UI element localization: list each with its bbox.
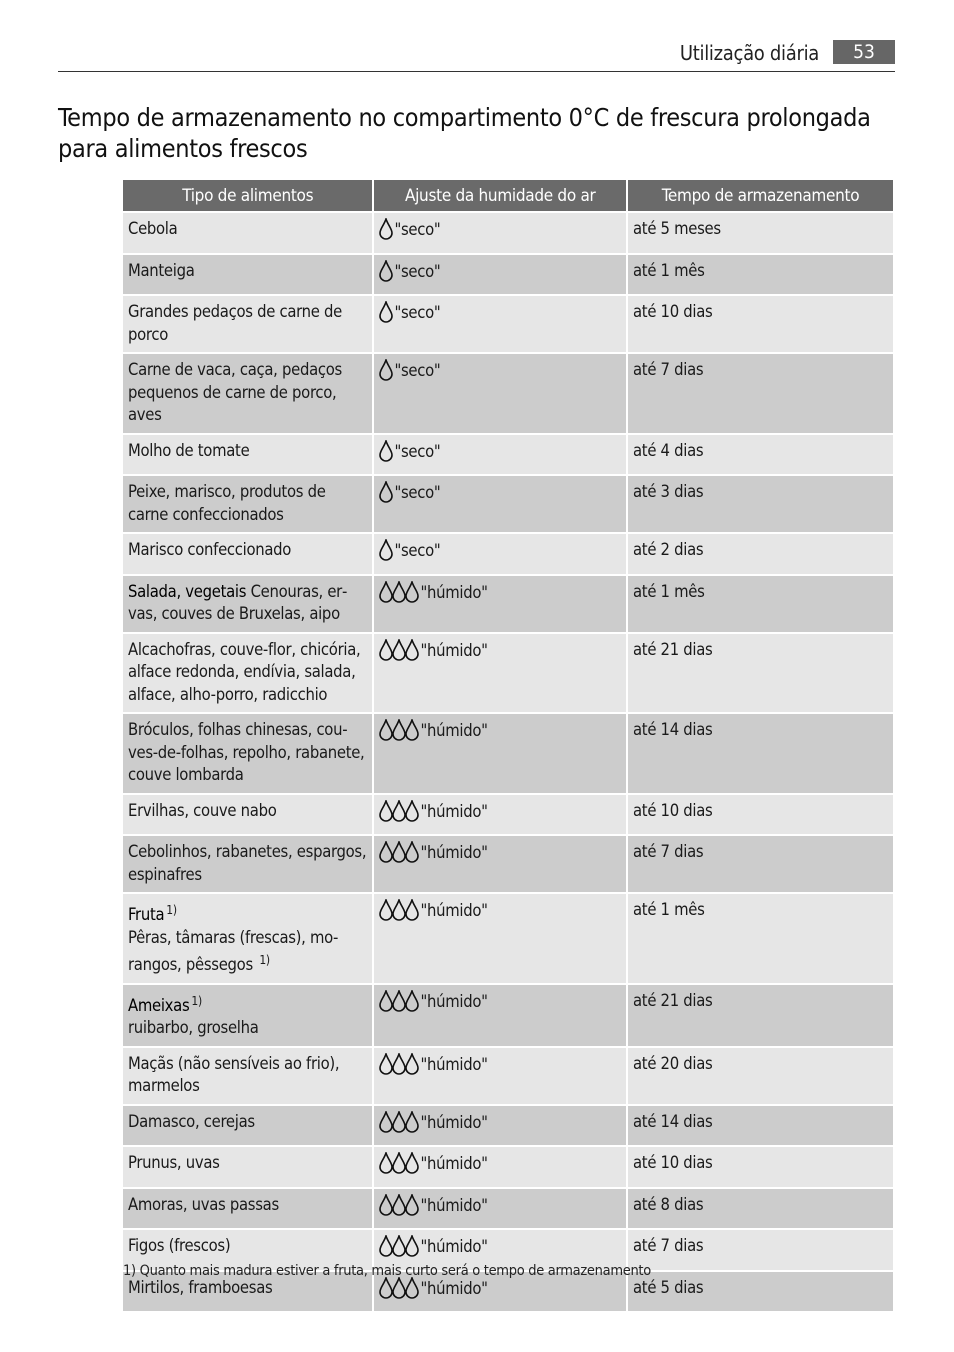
triple-drop-icon: [379, 1235, 418, 1264]
triple-drop-icon: [379, 1053, 418, 1082]
storage-time-cell: até 1 mês: [627, 575, 894, 633]
storage-time-cell: até 21 dias: [627, 984, 894, 1047]
section-title: Utilização diária: [679, 41, 819, 65]
table-row: [122, 835, 894, 893]
humidity-label: "húmido": [420, 640, 488, 660]
humidity-label: "húmido": [420, 1154, 488, 1173]
triple-drop-icon: [379, 899, 418, 928]
food-cell: [122, 1146, 373, 1188]
storage-time-cell: até 10 dias: [627, 295, 894, 353]
humidity-label: "húmido": [420, 901, 488, 920]
food-cell: [122, 295, 373, 353]
food-name: Carne de vaca, caça, pedaços pequenos de carne de porco, aves: [128, 360, 342, 424]
triple-drop-icon: [379, 1152, 418, 1181]
table-row: [122, 353, 894, 434]
humidity-cell: [373, 434, 627, 476]
food-cell: [122, 794, 373, 836]
humidity-label: "seco": [394, 261, 441, 281]
storage-time-cell: até 1 mês: [627, 893, 894, 984]
humidity-label: "húmido": [420, 1278, 488, 1298]
humidity-cell: [373, 533, 627, 575]
food-name: Ervilhas, couve nabo: [128, 800, 277, 820]
food-cell: [122, 633, 373, 714]
food-category: Fruta: [128, 905, 165, 924]
food-name: Cebola: [128, 219, 178, 238]
storage-time-cell: até 5 meses: [627, 212, 894, 254]
food-name: Amoras, uvas passas: [128, 1194, 279, 1214]
humidity-label: "húmido": [420, 1237, 488, 1256]
storage-time-cell: até 7 dias: [627, 1229, 894, 1271]
triple-drop-icon: [379, 1111, 418, 1140]
food-cell: [122, 835, 373, 893]
table-row: [122, 295, 894, 353]
triple-drop-icon: [379, 990, 418, 1019]
food-cell: [122, 353, 373, 434]
triple-drop-icon: [379, 841, 418, 870]
humidity-label: "húmido": [420, 991, 488, 1011]
humidity-label: "húmido": [420, 801, 488, 821]
humidity-label: "seco": [394, 361, 441, 380]
food-name: Figos (frescos): [128, 1236, 231, 1255]
page-title: Tempo de armazenamento no compartimento 0°C de frescura prolongada para alimentos frescos: [58, 103, 871, 163]
food-cell: [122, 212, 373, 254]
triple-drop-icon: [379, 581, 418, 610]
food-name: Alcachofras, couve-flor, chicória, alface redonda, endívia, salada, alface, alho-porro, radicchio: [128, 639, 361, 704]
table-row: [122, 984, 894, 1047]
footnote-ref: 1): [259, 953, 270, 967]
humidity-cell: [373, 254, 627, 296]
humidity-cell: [373, 713, 627, 794]
storage-time-cell: até 21 dias: [627, 633, 894, 714]
footnote: 1) Quanto mais madura estiver a fruta, mais curto será o tempo de armazenamento: [123, 1263, 651, 1279]
storage-time-cell: até 1 mês: [627, 254, 894, 296]
storage-time-cell: até 4 dias: [627, 434, 894, 476]
triple-drop-icon: [379, 800, 418, 829]
humidity-cell: [373, 835, 627, 893]
single-drop-icon: [379, 440, 392, 469]
humidity-label: "húmido": [420, 721, 488, 740]
footnote-ref: 1): [191, 993, 202, 1008]
humidity-label: "húmido": [420, 582, 488, 602]
triple-drop-icon: [379, 719, 418, 748]
humidity-cell: [373, 1047, 627, 1105]
triple-drop-icon: [379, 639, 418, 668]
storage-time-cell: até 20 dias: [627, 1047, 894, 1105]
storage-time-cell: até 2 dias: [627, 533, 894, 575]
food-cell: [122, 475, 373, 533]
table-row: [122, 212, 894, 254]
humidity-cell: [373, 295, 627, 353]
food-name: Manteiga: [128, 260, 195, 280]
food-category: Salada, vegetais: [128, 581, 247, 601]
food-cell: [122, 713, 373, 794]
column-header-food: Tipo de alimentos: [122, 179, 373, 212]
storage-time-cell: até 10 dias: [627, 1146, 894, 1188]
single-drop-icon: [379, 260, 392, 289]
table-row: [122, 533, 894, 575]
single-drop-icon: [379, 301, 392, 330]
table-row: [122, 475, 894, 533]
table-row: [122, 633, 894, 714]
single-drop-icon: [379, 539, 392, 568]
humidity-label: "seco": [394, 303, 441, 322]
storage-time-cell: até 5 dias: [627, 1271, 894, 1313]
humidity-label: "húmido": [420, 1195, 488, 1215]
humidity-label: "seco": [394, 441, 441, 461]
humidity-label: "húmido": [420, 1054, 488, 1074]
food-name: Bróculos, folhas chinesas, couves-de-folhas, repolho, rabanete, couve lombarda: [128, 720, 365, 784]
humidity-label: "seco": [394, 541, 441, 560]
humidity-cell: [373, 1105, 627, 1147]
food-cell: [122, 575, 373, 633]
table-header-row: [122, 179, 894, 212]
food-cell: [122, 893, 373, 984]
humidity-cell: [373, 633, 627, 714]
food-name: Cebolinhos, rabanetes, espargos, espinafres: [128, 842, 367, 884]
food-name: Marisco confeccionado: [128, 540, 292, 559]
column-header-humidity: Ajuste da humidade do ar: [373, 179, 627, 212]
humidity-cell: [373, 575, 627, 633]
table-row: [122, 1105, 894, 1147]
humidity-label: "húmido": [420, 1112, 488, 1132]
table-row: [122, 794, 894, 836]
humidity-cell: [373, 794, 627, 836]
food-name: ruibarbo, groselha: [128, 1018, 259, 1037]
footnote-ref: 1): [166, 903, 177, 917]
table-row: [122, 1188, 894, 1230]
humidity-cell: [373, 1188, 627, 1230]
food-cell: [122, 1188, 373, 1230]
food-cell: [122, 533, 373, 575]
food-name: Damasco, cerejas: [128, 1111, 255, 1131]
table-row: [122, 1047, 894, 1105]
page-header: [58, 38, 895, 72]
humidity-cell: [373, 893, 627, 984]
humidity-cell: [373, 353, 627, 434]
humidity-cell: [373, 1146, 627, 1188]
humidity-label: "húmido": [420, 843, 488, 862]
food-name: Cenouras, ervas, couves de Bruxelas, aipo: [128, 581, 348, 623]
page-number: 53: [833, 40, 895, 64]
food-name: Grandes pedaços de carne de porco: [128, 302, 342, 344]
storage-time-cell: até 7 dias: [627, 835, 894, 893]
storage-table: [121, 178, 895, 1313]
food-name: Mirtilos, framboesas: [128, 1277, 273, 1297]
storage-time-cell: até 14 dias: [627, 713, 894, 794]
table-row: [122, 254, 894, 296]
food-category: Ameixas: [128, 995, 190, 1015]
single-drop-icon: [379, 359, 392, 388]
triple-drop-icon: [379, 1194, 418, 1223]
humidity-cell: [373, 984, 627, 1047]
food-cell: [122, 1105, 373, 1147]
table-row: [122, 713, 894, 794]
humidity-cell: [373, 212, 627, 254]
single-drop-icon: [379, 481, 392, 510]
humidity-label: "seco": [394, 220, 441, 239]
table-body: [122, 212, 894, 1312]
storage-time-cell: até 14 dias: [627, 1105, 894, 1147]
table-row: [122, 1146, 894, 1188]
single-drop-icon: [379, 218, 392, 247]
food-cell: [122, 254, 373, 296]
storage-time-cell: até 8 dias: [627, 1188, 894, 1230]
table-row: [122, 893, 894, 984]
humidity-cell: [373, 475, 627, 533]
food-name: Prunus, uvas: [128, 1153, 220, 1172]
food-cell: [122, 1047, 373, 1105]
storage-time-cell: até 3 dias: [627, 475, 894, 533]
food-cell: [122, 984, 373, 1047]
humidity-label: "seco": [394, 483, 441, 502]
food-name: Maçãs (não sensíveis ao frio), marmelos: [128, 1053, 340, 1095]
food-name: Molho de tomate: [128, 440, 250, 460]
food-name: Pêras, tâmaras (frescas), morangos, pêssegos: [128, 927, 339, 974]
table-row: [122, 575, 894, 633]
storage-time-cell: até 7 dias: [627, 353, 894, 434]
food-cell: [122, 434, 373, 476]
column-header-time: Tempo de armazenamento: [627, 179, 894, 212]
triple-drop-icon: [379, 1277, 418, 1306]
food-name: Peixe, marisco, produtos de carne confeccionados: [128, 482, 326, 524]
storage-time-cell: até 10 dias: [627, 794, 894, 836]
table-row: [122, 434, 894, 476]
